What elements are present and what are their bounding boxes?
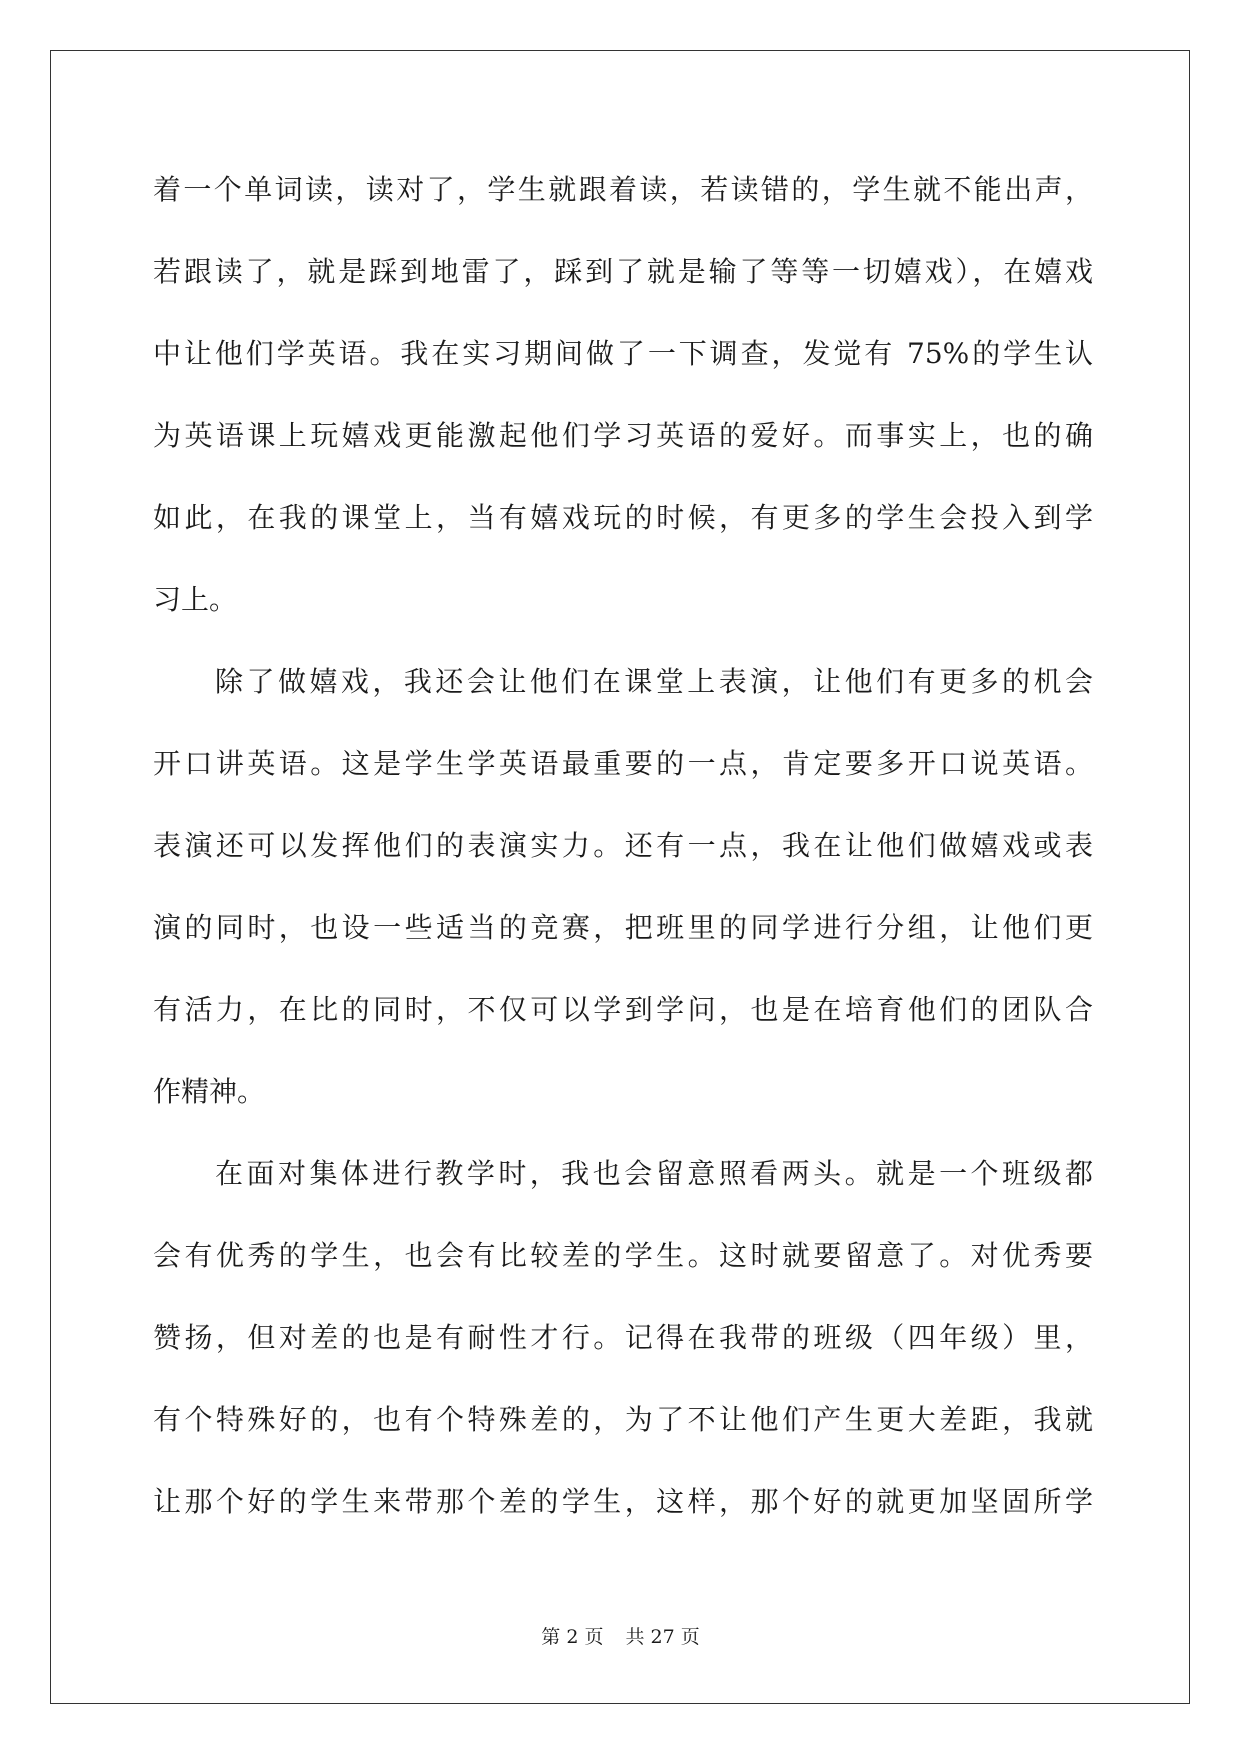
page-footer — [0, 1622, 1241, 1649]
text-line: 让那个好的学生来带那个差的学生，这样，那个好的就更加坚固所学 — [153, 1485, 1093, 1518]
text-line: 表演还可以发挥他们的表演实力。还有一点，我在让他们做嬉戏或表 — [153, 829, 1093, 862]
text-line: 习上。 — [153, 583, 238, 616]
text-line: 作精神。 — [153, 1075, 266, 1108]
text-line: 在面对集体进行教学时，我也会留意照看两头。就是一个班级都 — [215, 1157, 1093, 1190]
text-line: 有个特殊好的，也有个特殊差的，为了不让他们产生更大差距，我就 — [153, 1403, 1093, 1436]
paragraph-3 — [153, 1133, 1093, 1543]
page-number: 第 2 页 — [541, 1626, 604, 1648]
text-line: 演的同时，也设一些适当的竞赛，把班里的同学进行分组，让他们更 — [153, 911, 1093, 944]
text-line: 如此，在我的课堂上，当有嬉戏玩的时候，有更多的学生会投入到学 — [153, 501, 1093, 534]
text-line: 除了做嬉戏，我还会让他们在课堂上表演，让他们有更多的机会 — [215, 665, 1093, 698]
paragraph-2 — [153, 641, 1093, 1133]
page-total: 共 27 页 — [625, 1626, 700, 1648]
text-line: 有活力，在比的同时，不仅可以学到学问，也是在培育他们的团队合 — [153, 993, 1093, 1026]
document-body — [153, 149, 1093, 1543]
text-line: 开口讲英语。这是学生学英语最重要的一点，肯定要多开口说英语。 — [153, 747, 1093, 780]
text-line: 会有优秀的学生，也会有比较差的学生。这时就要留意了。对优秀要 — [153, 1239, 1093, 1272]
text-line: 着一个单词读，读对了，学生就跟着读，若读错的，学生就不能出声， — [153, 173, 1093, 206]
paragraph-1 — [153, 149, 1093, 641]
text-line: 若跟读了，就是踩到地雷了，踩到了就是输了等等一切嬉戏），在嬉戏 — [153, 255, 1093, 288]
text-line: 为英语课上玩嬉戏更能激起他们学习英语的爱好。而事实上，也的确 — [153, 419, 1093, 452]
text-line: 中让他们学英语。我在实习期间做了一下调查，发觉有 75%的学生认 — [153, 337, 1093, 370]
text-line: 赞扬，但对差的也是有耐性才行。记得在我带的班级（四年级）里， — [153, 1321, 1093, 1354]
